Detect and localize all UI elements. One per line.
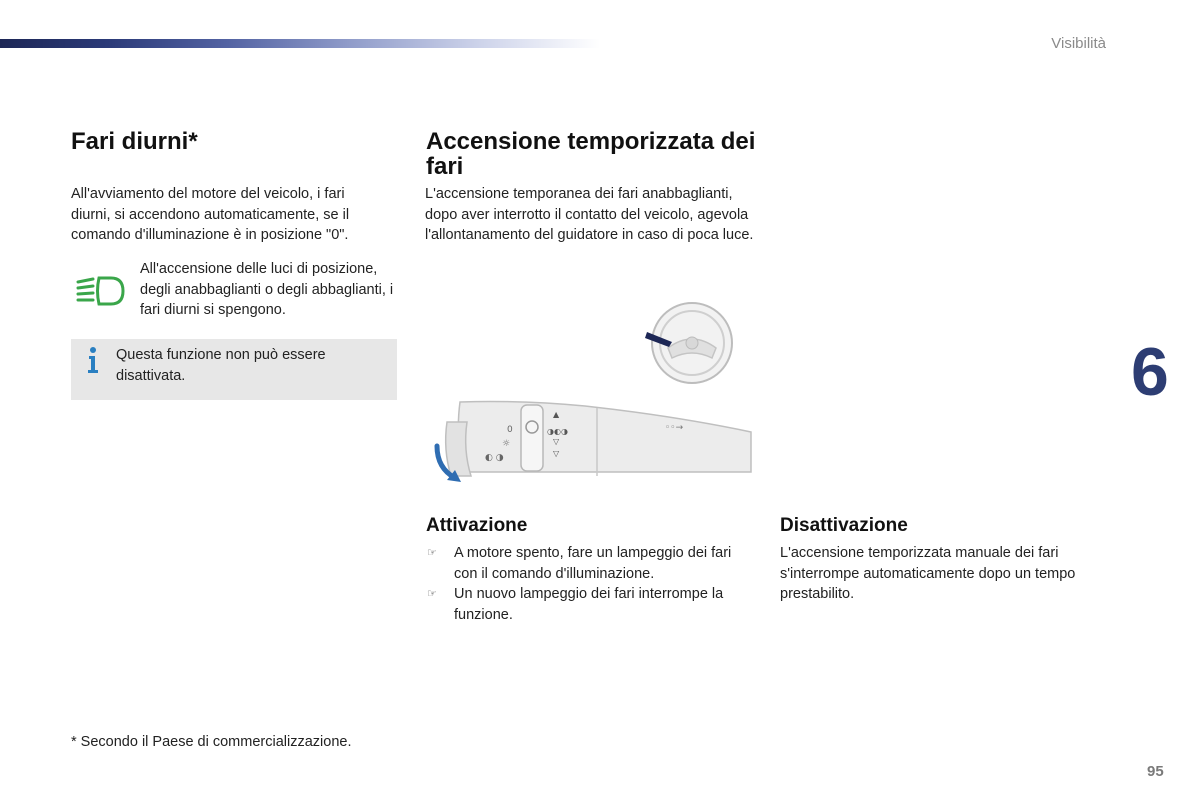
deactivation-title: Disattivazione — [780, 515, 908, 536]
daytime-lights-title: Fari diurni* — [71, 128, 198, 155]
page-number: 95 — [1147, 763, 1164, 780]
svg-text:0: 0 — [507, 425, 513, 435]
footnote: * Secondo il Paese di commercializzazione. — [71, 734, 352, 750]
svg-text:◦◦→: ◦◦→ — [665, 423, 684, 433]
deactivation-text: L'accensione temporizzata manuale dei fari s'interrompe automaticamente dopo un tempo prestabilito. — [780, 545, 1076, 602]
chapter-number: 6 — [1131, 334, 1169, 410]
svg-text:▲: ▲ — [553, 410, 560, 419]
bullet-pointer-icon: ☞ — [427, 588, 437, 600]
list-item: ☞ A motore spento, fare un lampeggio dei fari con il comando d'illuminazione. — [427, 545, 732, 582]
lighting-stalk — [446, 402, 751, 477]
svg-text:◑◐◑: ◑◐◑ — [547, 427, 568, 436]
activation-list — [426, 543, 756, 625]
svg-text:▽: ▽ — [553, 449, 560, 458]
follow-me-home-intro: L'accensione temporanea dei fari anabbaglianti, dopo aver interrotto il contatto del veicolo, agevola l'allontanamento del guidatore in caso di poca luce. — [425, 186, 754, 243]
activation-title: Attivazione — [426, 515, 528, 536]
light-stalk-illustration — [425, 290, 755, 490]
svg-text:◐ ◑: ◐ ◑ — [485, 453, 504, 463]
header-gradient-bar — [0, 39, 600, 48]
info-icon — [86, 346, 100, 374]
bullet-pointer-icon: ☞ — [427, 547, 437, 559]
svg-text:☼: ☼ — [502, 439, 511, 449]
daytime-running-light-icon — [75, 274, 127, 308]
svg-text:▽: ▽ — [553, 437, 560, 446]
follow-me-home-title: Accensione temporizzata dei fari — [426, 128, 756, 180]
section-name: Visibilità — [1051, 35, 1106, 52]
daytime-lights-intro: All'avviamento del motore del veicolo, i fari diurni, si accendono automaticamente, se il comando d'illuminazione è in posizione "0". — [71, 186, 350, 243]
info-box-text: Questa funzione non può essere disattivata. — [116, 347, 326, 384]
list-item: ☞ Un nuovo lampeggio dei fari interrompe la funzione. — [427, 586, 724, 623]
icon-note: All'accensione delle luci di posizione, degli anabbaglianti o degli abbaglianti, i fari diurni si spengono. — [140, 261, 394, 318]
